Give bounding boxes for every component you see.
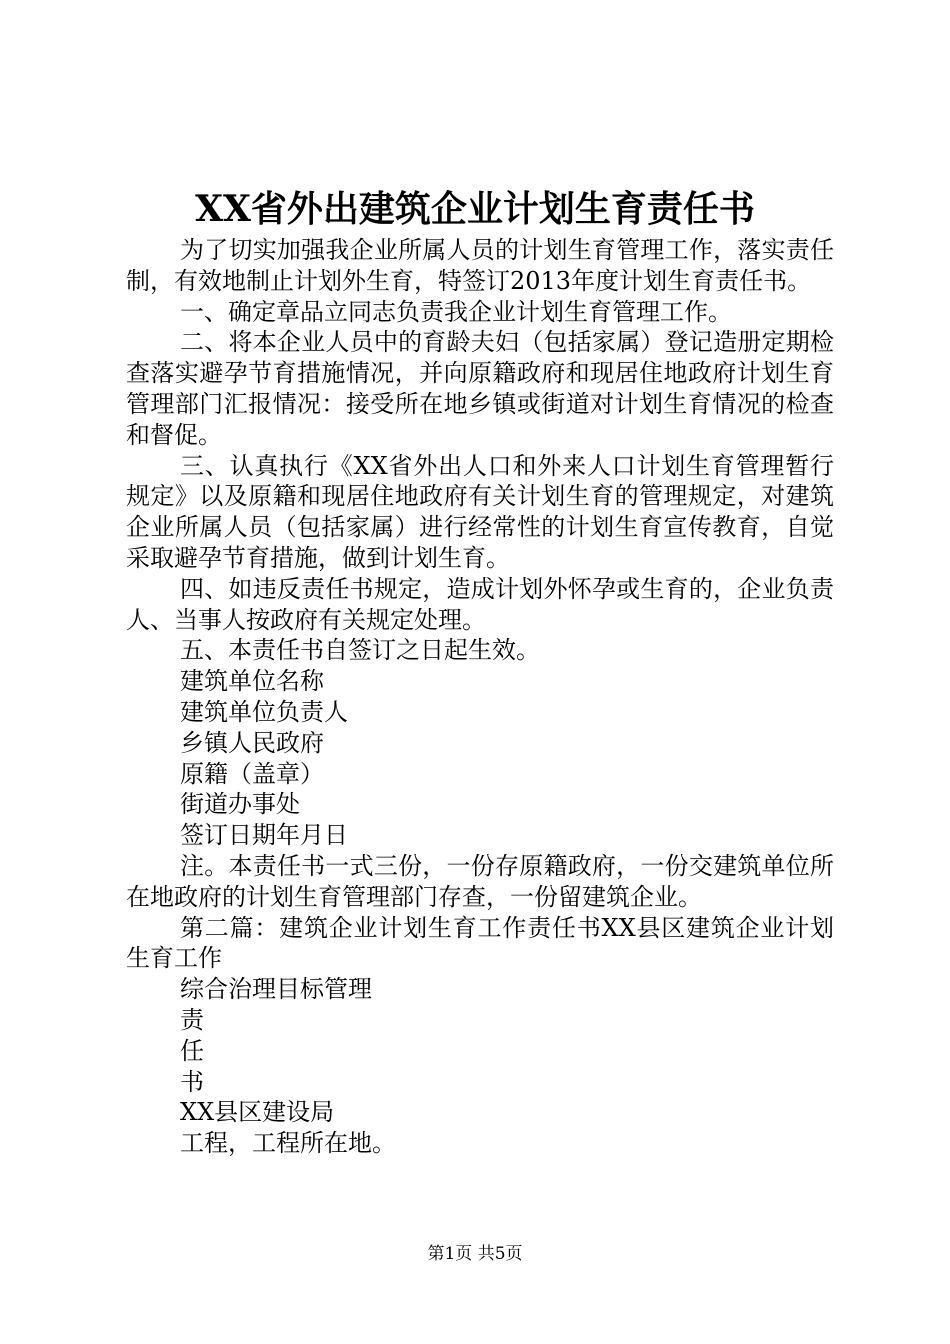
document-paragraph: 四、如违反责任书规定，造成计划外怀孕或生育的，企业负责人、当事人按政府有关规定处理。: [126, 574, 834, 634]
document-paragraph: 街道办事处: [180, 790, 300, 819]
document-paragraph: 书: [180, 1067, 204, 1096]
document-paragraph: 乡镇人民政府: [180, 728, 324, 757]
document-paragraph: 任: [180, 1036, 204, 1065]
document-title: XX省外出建筑企业计划生育责任书: [195, 188, 755, 230]
document-paragraph: 为了切实加强我企业所属人员的计划生育管理工作，落实责任制，有效地制止计划外生育，特签订2013年度计划生育责任书。: [126, 236, 834, 295]
document-paragraph: 建筑单位负责人: [180, 697, 348, 726]
document-paragraph: 建筑单位名称: [180, 667, 324, 696]
document-paragraph: 一、确定章品立同志负责我企业计划生育管理工作。: [180, 297, 732, 326]
document-paragraph: 工程，工程所在地。: [180, 1129, 396, 1158]
document-paragraph: 原籍（盖章）: [180, 759, 324, 788]
document-paragraph: 责: [180, 1005, 204, 1034]
document-paragraph: 三、认真执行《XX省外出人口和外来人口计划生育管理暂行规定》以及原籍和现居住地政府有关计划生育的管理规定，对建筑企业所属人员（包括家属）进行经常性的计划生育宣传教育，自觉采取避孕节育措施，做到计划生育。: [126, 451, 834, 572]
page-footer: 第1页 共5页: [427, 1244, 523, 1264]
document-paragraph: 第二篇：建筑企业计划生育工作责任书XX县区建筑企业计划生育工作: [126, 913, 834, 973]
document-paragraph: 综合治理目标管理: [180, 975, 372, 1004]
document-paragraph: XX县区建设局: [180, 1098, 335, 1127]
document-paragraph: 注。本责任书一式三份，一份存原籍政府，一份交建筑单位所在地政府的计划生育管理部门存查，一份留建筑企业。: [126, 851, 834, 911]
document-paragraph: 五、本责任书自签订之日起生效。: [180, 636, 540, 665]
document-body: [126, 235, 834, 1159]
document-paragraph: 二、将本企业人员中的育龄夫妇（包括家属）登记造册定期检查落实避孕节育措施情况，并向原籍政府和现居住地政府计划生育管理部门汇报情况：接受所在地乡镇或街道对计划生育情况的检查和督促。: [126, 328, 834, 449]
document-paragraph: 签订日期年月日: [180, 821, 348, 850]
